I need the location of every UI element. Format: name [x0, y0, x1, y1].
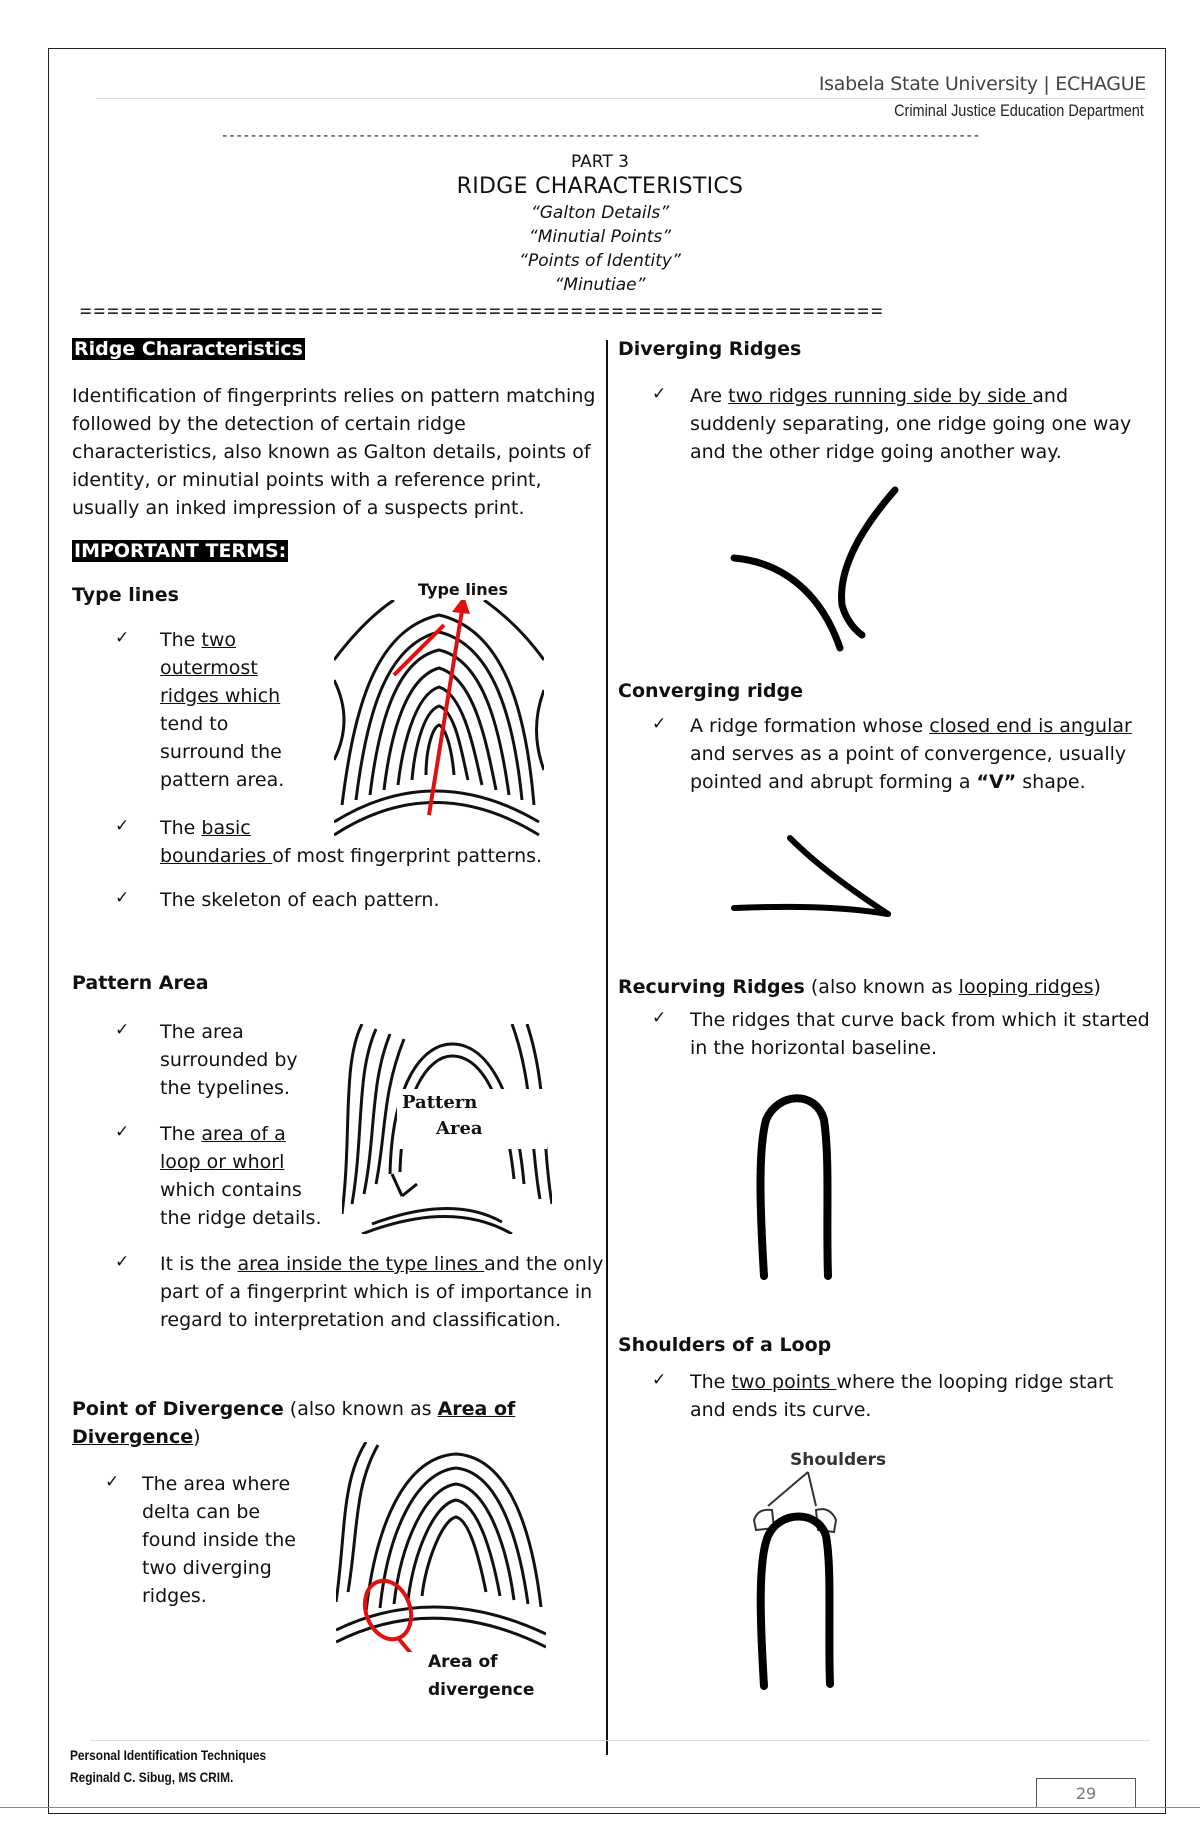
check-icon: ✓ [105, 1472, 120, 1492]
column-divider [606, 340, 608, 1755]
pattern-b1-line1: The area [160, 1021, 244, 1043]
typelines-b2-line2: boundaries of most fingerprint patterns. [160, 845, 543, 867]
footer-rule [90, 1740, 1150, 1741]
pattern-b2-line1: The area of a [160, 1123, 286, 1145]
diverging-line1: Are two ridges running side by side and [690, 385, 1069, 407]
divergence-line3: found inside the [142, 1529, 296, 1551]
diverging-line2: suddenly separating, one ridge going one way [690, 413, 1132, 435]
footer-author: Reginald C. Sibug, MS CRIM. [70, 1769, 234, 1785]
converging-line3: pointed and abrupt forming a “V” shape. [690, 771, 1086, 793]
check-icon: ✓ [115, 888, 130, 908]
dash-separator: --------------------------------------------------------------------------------------------------------- [220, 128, 980, 144]
pattern-area-figure-label-1: Pattern [402, 1092, 478, 1113]
typelines-b1-line4: tend to [160, 713, 229, 735]
page-title: RIDGE CHARACTERISTICS [456, 174, 744, 199]
check-icon: ✓ [652, 384, 667, 404]
recurving-line1: The ridges that curve back from which it started [690, 1009, 1150, 1031]
equals-separator: =========================================================== [80, 300, 885, 322]
department-name: Criminal Justice Education Department [894, 101, 1144, 120]
alias-galton: “Galton Details” [530, 203, 670, 223]
diverging-line3: and the other ridge going another way. [690, 441, 1062, 463]
important-terms-heading: IMPORTANT TERMS: [74, 540, 287, 562]
type-lines-figure-label: Type lines [418, 580, 509, 599]
check-icon: ✓ [115, 1122, 130, 1142]
converging-ridge-drawing [728, 826, 898, 926]
typelines-b1-line3: ridges which [160, 685, 281, 707]
part-label: PART 3 [571, 152, 629, 172]
check-icon: ✓ [652, 1008, 667, 1028]
pattern-b2-line3: which contains [160, 1179, 302, 1201]
converging-line1: A ridge formation whose closed end is angular [690, 715, 1132, 737]
typelines-b2-line1: The basic [160, 817, 251, 839]
shoulders-loop-drawing [748, 1470, 858, 1690]
shoulders-line1: The two points where the looping ridge start [690, 1371, 1114, 1393]
shoulders-heading: Shoulders of a Loop [618, 1334, 832, 1356]
check-icon: ✓ [115, 628, 130, 648]
alias-minutiae: “Minutiae” [554, 275, 646, 295]
divergence-line1: The area where [142, 1473, 291, 1495]
footer-course: Personal Identification Techniques [70, 1747, 267, 1763]
diverging-ridges-drawing [720, 480, 910, 660]
pattern-b3-line1: It is the area inside the type lines and the only [160, 1253, 604, 1275]
intro-line-2: followed by the detection of certain ridge [72, 413, 466, 435]
converging-line2: and serves as a point of convergence, usually [690, 743, 1127, 765]
shoulders-figure-label: Shoulders [790, 1450, 887, 1470]
pattern-b3-line2: part of a fingerprint which is of importance in [160, 1281, 593, 1303]
intro-line-1: Identification of fingerprints relies on pattern matching [72, 385, 596, 407]
typelines-b1-line2: outermost [160, 657, 258, 679]
typelines-b3: The skeleton of each pattern. [160, 889, 440, 911]
typelines-b1-line5: surround the [160, 741, 282, 763]
typelines-b1-line6: pattern area. [160, 769, 285, 791]
recurving-heading: Recurving Ridges (also known as looping ridges) [618, 976, 1101, 998]
pattern-b2-line2: loop or whorl [160, 1151, 285, 1173]
pattern-b2-line4: the ridge details. [160, 1207, 322, 1229]
pattern-b1-line2: surrounded by [160, 1049, 298, 1071]
bottom-rule [0, 1807, 1200, 1808]
pattern-area-figure-label-2: Area [436, 1118, 483, 1139]
intro-line-3: characteristics, also known as Galton details, points of [72, 441, 591, 463]
divergence-line4: two diverging [142, 1557, 272, 1579]
divergence-heading-line2: Divergence) [72, 1426, 201, 1448]
check-icon: ✓ [652, 1370, 667, 1390]
converging-ridge-heading: Converging ridge [618, 680, 803, 702]
divergence-figure-label-1: Area of [428, 1652, 498, 1672]
type-lines-fingerprint-figure [334, 600, 544, 840]
alias-minutial: “Minutial Points” [528, 227, 672, 247]
recurving-line2: in the horizontal baseline. [690, 1037, 938, 1059]
divergence-heading: Point of Divergence (also known as Area of [72, 1398, 516, 1420]
check-icon: ✓ [115, 1252, 130, 1272]
shoulders-line2: and ends its curve. [690, 1399, 872, 1421]
check-icon: ✓ [115, 816, 130, 836]
header-rule [96, 98, 1146, 99]
type-lines-heading: Type lines [72, 584, 179, 606]
divergence-line2: delta can be [142, 1501, 261, 1523]
check-icon: ✓ [115, 1020, 130, 1040]
pattern-b3-line3: regard to interpretation and classification. [160, 1309, 562, 1331]
pattern-area-heading: Pattern Area [72, 972, 209, 994]
ridge-characteristics-heading: Ridge Characteristics [74, 338, 303, 360]
pattern-b1-line3: the typelines. [160, 1077, 290, 1099]
intro-line-4: identity, or minutial points with a reference print, [72, 469, 542, 491]
university-name: Isabela State University | ECHAGUE [818, 73, 1146, 95]
check-icon: ✓ [652, 714, 667, 734]
intro-line-5: usually an inked impression of a suspects print. [72, 497, 525, 519]
divergence-line5: ridges. [142, 1585, 207, 1607]
divergence-fingerprint-figure [336, 1442, 546, 1652]
divergence-figure-label-2: divergence [428, 1680, 535, 1700]
recurving-ridge-drawing [748, 1090, 848, 1280]
alias-identity: “Points of Identity” [519, 251, 681, 271]
typelines-b1-line1: The two [160, 629, 237, 651]
page-number: 29 [1036, 1778, 1136, 1808]
diverging-ridges-heading: Diverging Ridges [618, 338, 802, 360]
